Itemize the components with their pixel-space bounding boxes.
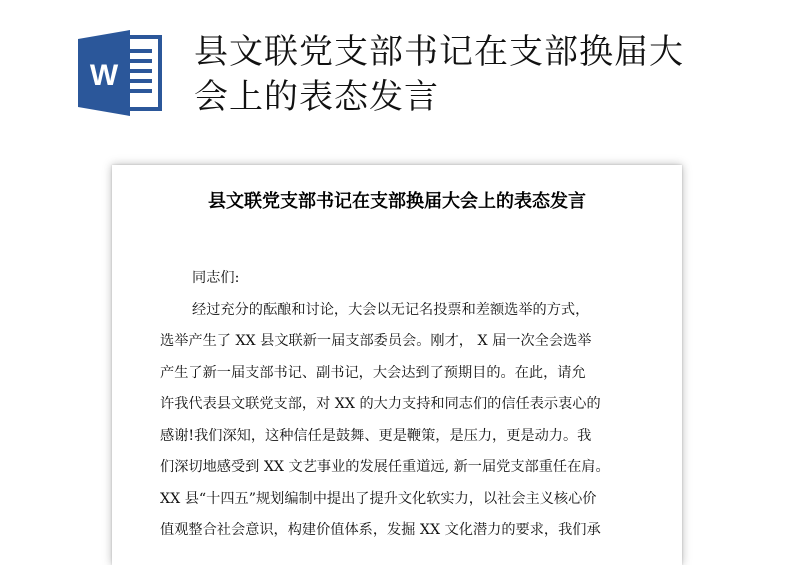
paragraph-line: 许我代表县文联党支部，对 XX 的大力支持和同志们的信任表示衷心的 [160,396,601,412]
paragraph-line: 感谢!我们深知，这种信任是鼓舞、更是鞭策，是压力，更是动力。我 [160,427,592,444]
page-title [194,30,784,120]
paragraph-line: 们深切地感受到 XX 文艺事业的发展任重道远, 新一届党支部重任在肩。 [160,459,610,475]
document-heading: 县文联党支部书记在支部换届大会上的表态发言 [208,191,586,212]
word-icon-letter: W [89,59,119,92]
paragraph-line: 经过充分的酝酿和讨论，大会以无记名投票和差额选举的方式， [192,301,590,318]
header [0,0,800,145]
document-page [112,165,682,565]
paragraph-line: 值观整合社会意识，构建价值体系，发掘 XX 文化潜力的要求，我们承 [160,522,601,538]
document-body [160,263,636,547]
paragraph-line: XX 县“十四五”规划编制中提出了提升文化软实力，以社会主义核心价 [160,490,597,507]
page-title-line-2: 会上的表态发言 [194,77,439,117]
salutation: 同志们: [192,270,240,286]
paragraph-line: 产生了新一届支部书记、副书记，大会达到了预期目的。在此，请允 [160,364,586,381]
paragraph-line: 选举产生了 XX 县文联新一届支部委员会。刚才， X 届一次全会选举 [160,333,592,349]
word-icon [74,27,166,119]
page-title-line-1: 县文联党支部书记在支部换届大 [194,32,684,72]
